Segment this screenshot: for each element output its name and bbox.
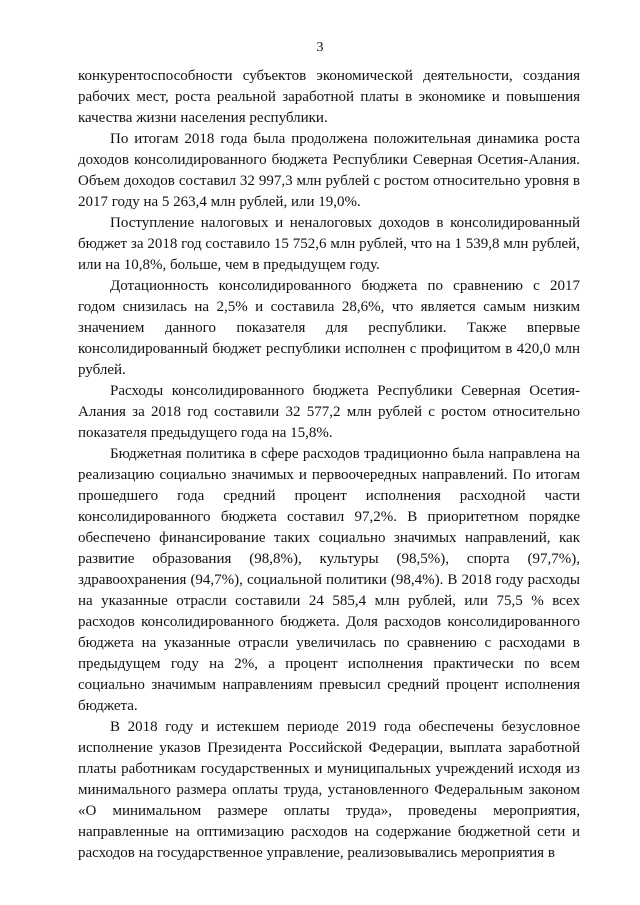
paragraph-expenditures: Расходы консолидированного бюджета Республики Северная Осетия-Алания за 2018 год составили 32 577,2 млн рублей с ростом относительно показателя предыдущего года на 15,8%.	[78, 383, 580, 441]
paragraph-revenue-dynamics: По итогам 2018 года была продолжена положительная динамика роста доходов консолидированного бюджета Республики Северная Осетия-Алания. Объем доходов составил 32 997,3 млн рублей с ростом относительно уровня в 2017 году на 5 263,4 млн рублей, или 19,0%.	[78, 131, 580, 210]
paragraph-tax-revenue: Поступление налоговых и неналоговых доходов в консолидированный бюджет за 2018 год составило 15 752,6 млн рублей, что на 1 539,8 млн рублей, или на 10,8%, больше, чем в предыдущем году.	[78, 215, 580, 273]
paragraph-presidential-decrees: В 2018 году и истекшем периоде 2019 года обеспечены безусловное исполнение указов Президента Российской Федерации, выплата заработной платы работникам государственных и муниципальных учреждений исходя из минимального размера оплаты труда, установленного Федеральным законом «О минимальном размере оплаты труда», проведены мероприятия, направленные на оптимизацию расходов на содержание бюджетной сети и расходов на государственное управление, реализовывались мероприятия в	[78, 719, 580, 861]
paragraph-subsidy-dependence: Дотационность консолидированного бюджета по сравнению с 2017 годом снизилась на 2,5% и составила 28,6%, что является самым низким значением данного показателя для республики. Также впервые консолидированный бюджет республики исполнен с профицитом в 420,0 млн рублей.	[78, 278, 580, 378]
page-number: 3	[316, 40, 324, 55]
paragraph-continuation: конкурентоспособности субъектов экономической деятельности, создания рабочих мест, роста реальной заработной платы в экономике и повышения качества жизни населения республики.	[78, 68, 580, 126]
document-body	[78, 66, 580, 864]
paragraph-budget-policy: Бюджетная политика в сфере расходов традиционно была направлена на реализацию социально значимых и первоочередных направлений. По итогам прошедшего года средний процент исполнения расходной части консолидированного бюджета составил 97,2%. В приоритетном порядке обеспечено финансирование таких социально значимых направлений, как развитие образования (98,8%), культуры (98,5%), спорта (97,7%), здравоохранения (94,7%), социальной политики (98,4%). В 2018 году расходы на указанные отрасли составили 24 585,4 млн рублей, или 75,5 % всех расходов консолидированного бюджета. Доля расходов консолидированного бюджета на указанные отрасли увеличилась по сравнению с расходами в предыдущем году на 2%, а процент исполнения практически по всем социально значимым направлениям превысил средний процент исполнения бюджета.	[78, 446, 580, 714]
